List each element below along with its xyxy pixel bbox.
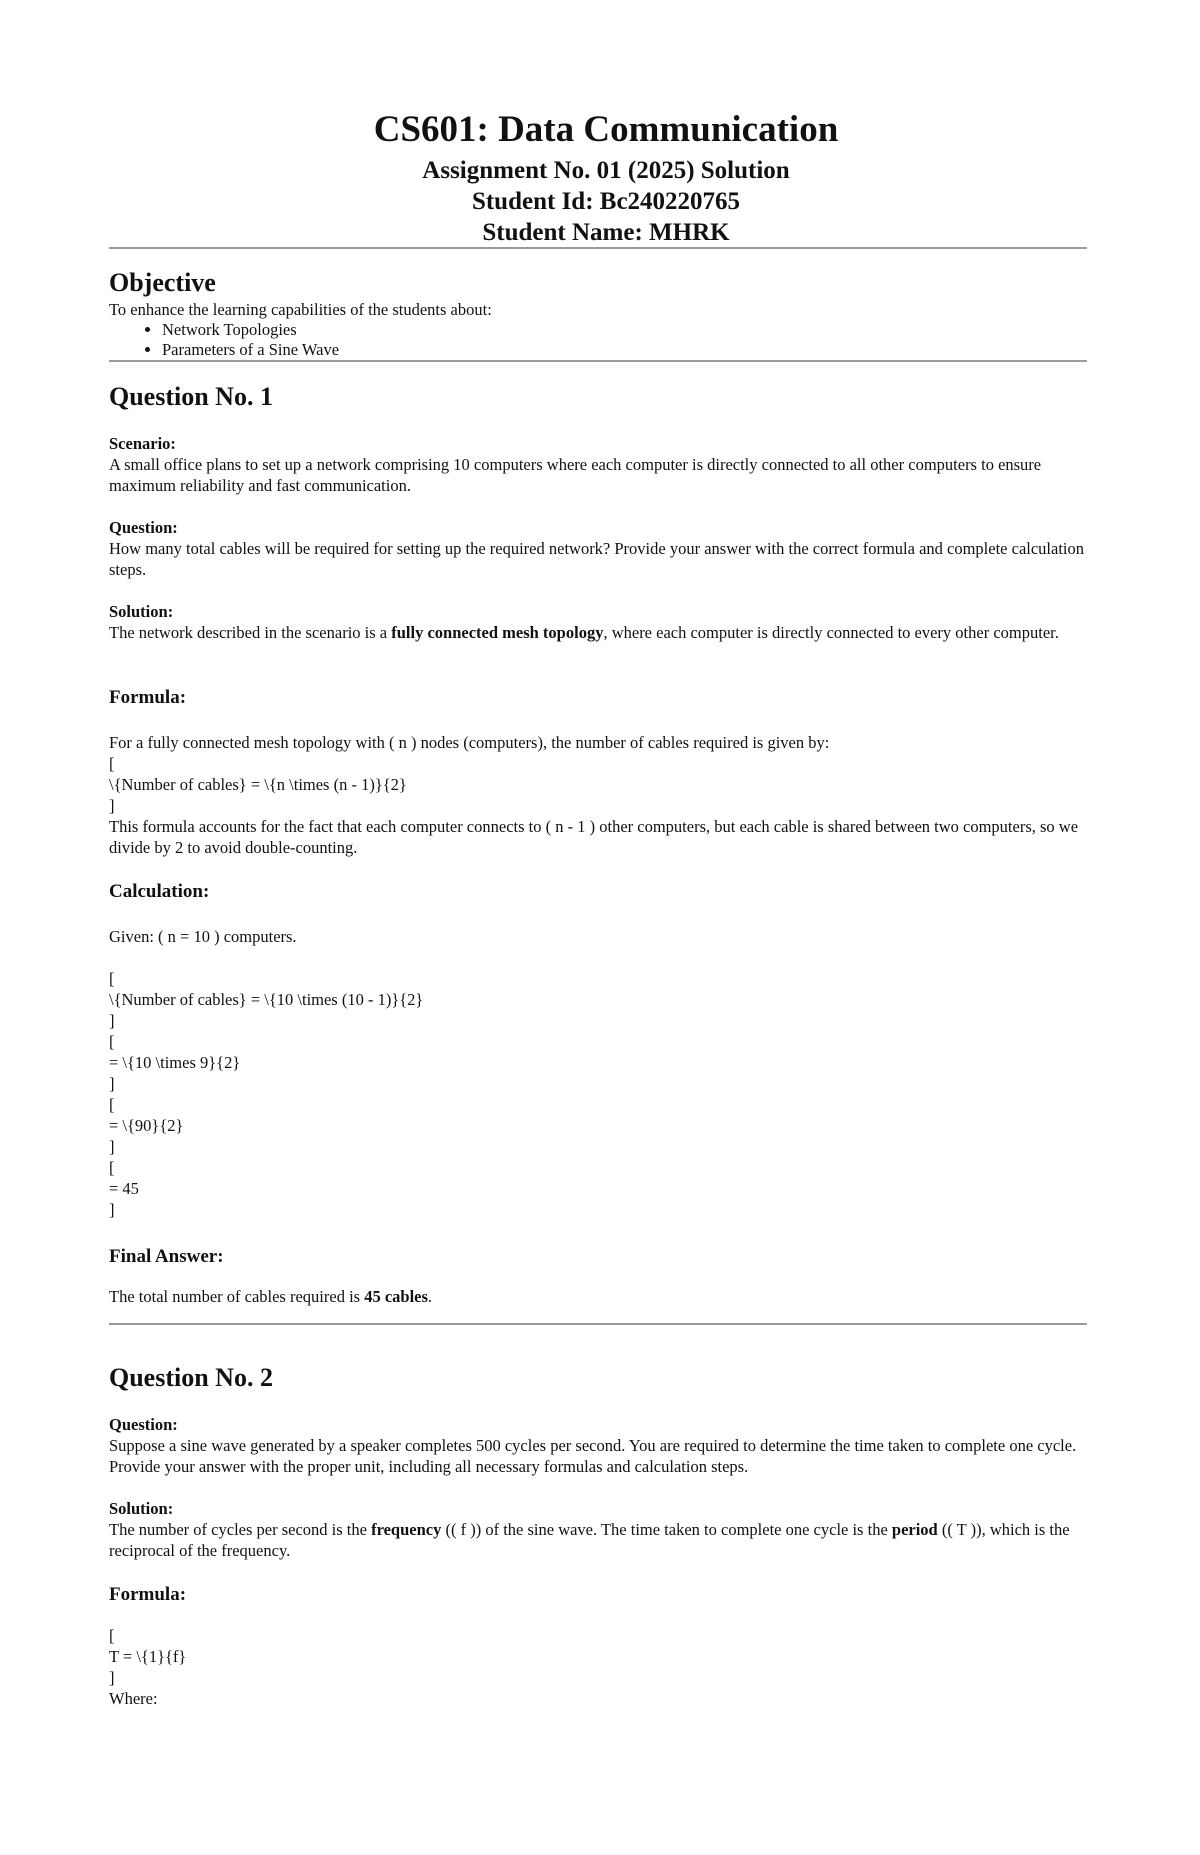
formula-line: ] xyxy=(109,796,115,815)
final-answer-heading: Final Answer: xyxy=(109,1246,224,1267)
q1-calc-heading-wrap xyxy=(109,880,1087,904)
q2-heading: Question No. 2 xyxy=(109,1363,273,1392)
q1-solution xyxy=(109,602,1087,643)
q1-formula-heading-wrap xyxy=(109,686,1087,710)
calc-line: = 45 xyxy=(109,1179,139,1198)
calc-line: [ xyxy=(109,1032,115,1051)
q1-final-answer xyxy=(109,1286,1087,1307)
calc-line: [ xyxy=(109,969,115,988)
calc-line: ] xyxy=(109,1074,115,1093)
objective-heading: Objective xyxy=(109,268,216,297)
solution-bold: fully connected mesh topology xyxy=(391,623,604,642)
divider xyxy=(109,1323,1087,1325)
final-answer-part: . xyxy=(427,1287,433,1306)
formula-line: T = \{1}{f} xyxy=(109,1647,187,1666)
formula-explanation: This formula accounts for the fact that each computer connects to ( n - 1 ) other computers, but each cable is shared between two computers, so we divide by 2 to avoid double-counting. xyxy=(109,817,1079,857)
solution-text-part: (( T )), which is the reciprocal of the frequency. xyxy=(109,1520,1070,1560)
q2-solution xyxy=(109,1499,1087,1561)
q1-scenario xyxy=(109,434,1087,496)
scenario-text: A small office plans to set up a network comprising 10 computers where each computer is directly connected to all other computers to ensure maximum reliability and fast communication. xyxy=(109,455,1042,495)
q1-final-heading-wrap xyxy=(109,1245,1087,1269)
student-name: Student Name: MHRK xyxy=(482,219,730,246)
solution-text-part: , where each computer is directly connected to every other computer. xyxy=(603,623,1059,642)
q2-heading-wrap xyxy=(109,1363,1087,1393)
question-label: Question: xyxy=(109,1415,178,1434)
q1-calc-given-wrap xyxy=(109,926,1087,947)
solution-bold: frequency xyxy=(371,1520,442,1539)
q1-formula xyxy=(109,732,1087,858)
calc-line: ] xyxy=(109,1200,115,1219)
final-answer-text xyxy=(109,1286,1087,1307)
q2-formula-heading-wrap xyxy=(109,1583,1087,1607)
question-label: Question: xyxy=(109,518,178,537)
solution-bold: period xyxy=(891,1520,938,1539)
q2-question xyxy=(109,1415,1087,1477)
calculation-given: Given: ( n = 10 ) computers. xyxy=(109,927,297,946)
q1-heading: Question No. 1 xyxy=(109,382,273,411)
q2-formula xyxy=(109,1625,1087,1709)
final-answer-part: The total number of cables required is xyxy=(109,1287,365,1306)
formula-line: \{Number of cables} = \{n \times (n - 1)}{2} xyxy=(109,775,407,794)
student-id: Student Id: Bc240220765 xyxy=(471,188,741,215)
calc-line: = \{10 \times 9}{2} xyxy=(109,1053,241,1072)
objective-intro: To enhance the learning capabilities of the students about: xyxy=(109,300,492,319)
divider xyxy=(109,247,1087,249)
objective-section xyxy=(109,268,1087,360)
scenario-label: Scenario: xyxy=(109,434,176,453)
calc-line: [ xyxy=(109,1095,115,1114)
solution-text-part: The number of cycles per second is the xyxy=(109,1520,372,1539)
objective-list xyxy=(109,320,1087,360)
formula-line: [ xyxy=(109,1626,115,1645)
document-title: CS601: Data Communication xyxy=(373,109,839,150)
q1-calculation xyxy=(109,968,1087,1220)
q1-heading-wrap xyxy=(109,382,1087,412)
solution-label: Solution: xyxy=(109,1499,174,1518)
list-item: • Network Topologies xyxy=(162,320,1087,340)
calc-line: ] xyxy=(109,1011,115,1030)
solution-text xyxy=(109,622,1087,643)
solution-label: Solution: xyxy=(109,602,174,621)
list-item: • Parameters of a Sine Wave xyxy=(162,340,1087,360)
calc-line: = \{90}{2} xyxy=(109,1116,184,1135)
where-text: Where: xyxy=(109,1689,158,1708)
divider xyxy=(109,360,1087,362)
assignment-title: Assignment No. 01 (2025) Solution xyxy=(422,157,790,184)
formula-intro: For a fully connected mesh topology with ( n ) nodes (computers), the number of cables required is given by: xyxy=(109,733,830,752)
solution-text-part: (( f )) of the sine wave. The time taken to complete one cycle is the xyxy=(441,1520,892,1539)
calc-line: [ xyxy=(109,1158,115,1177)
question-text: Suppose a sine wave generated by a speaker completes 500 cycles per second. You are required to determine the time taken to complete one cycle. Provide your answer with the proper unit, including all necessary formulas and calculation steps. xyxy=(109,1436,1077,1476)
calc-line: ] xyxy=(109,1137,115,1156)
formula-heading: Formula: xyxy=(109,1584,187,1605)
formula-line: ] xyxy=(109,1668,115,1687)
calc-line: \{Number of cables} = \{10 \times (10 - 1)}{2} xyxy=(109,990,424,1009)
subtitle-block xyxy=(109,155,1087,248)
calculation-heading: Calculation: xyxy=(109,881,210,902)
solution-text-part: The network described in the scenario is a xyxy=(109,623,392,642)
final-answer-bold: 45 cables xyxy=(364,1287,428,1306)
formula-line: [ xyxy=(109,754,115,773)
formula-heading: Formula: xyxy=(109,687,187,708)
q1-question xyxy=(109,518,1087,580)
question-text: How many total cables will be required for setting up the required network? Provide your answer with the correct formula and complete calculation steps. xyxy=(109,539,1085,579)
solution-text xyxy=(109,1519,1087,1561)
title-block xyxy=(109,108,1087,152)
